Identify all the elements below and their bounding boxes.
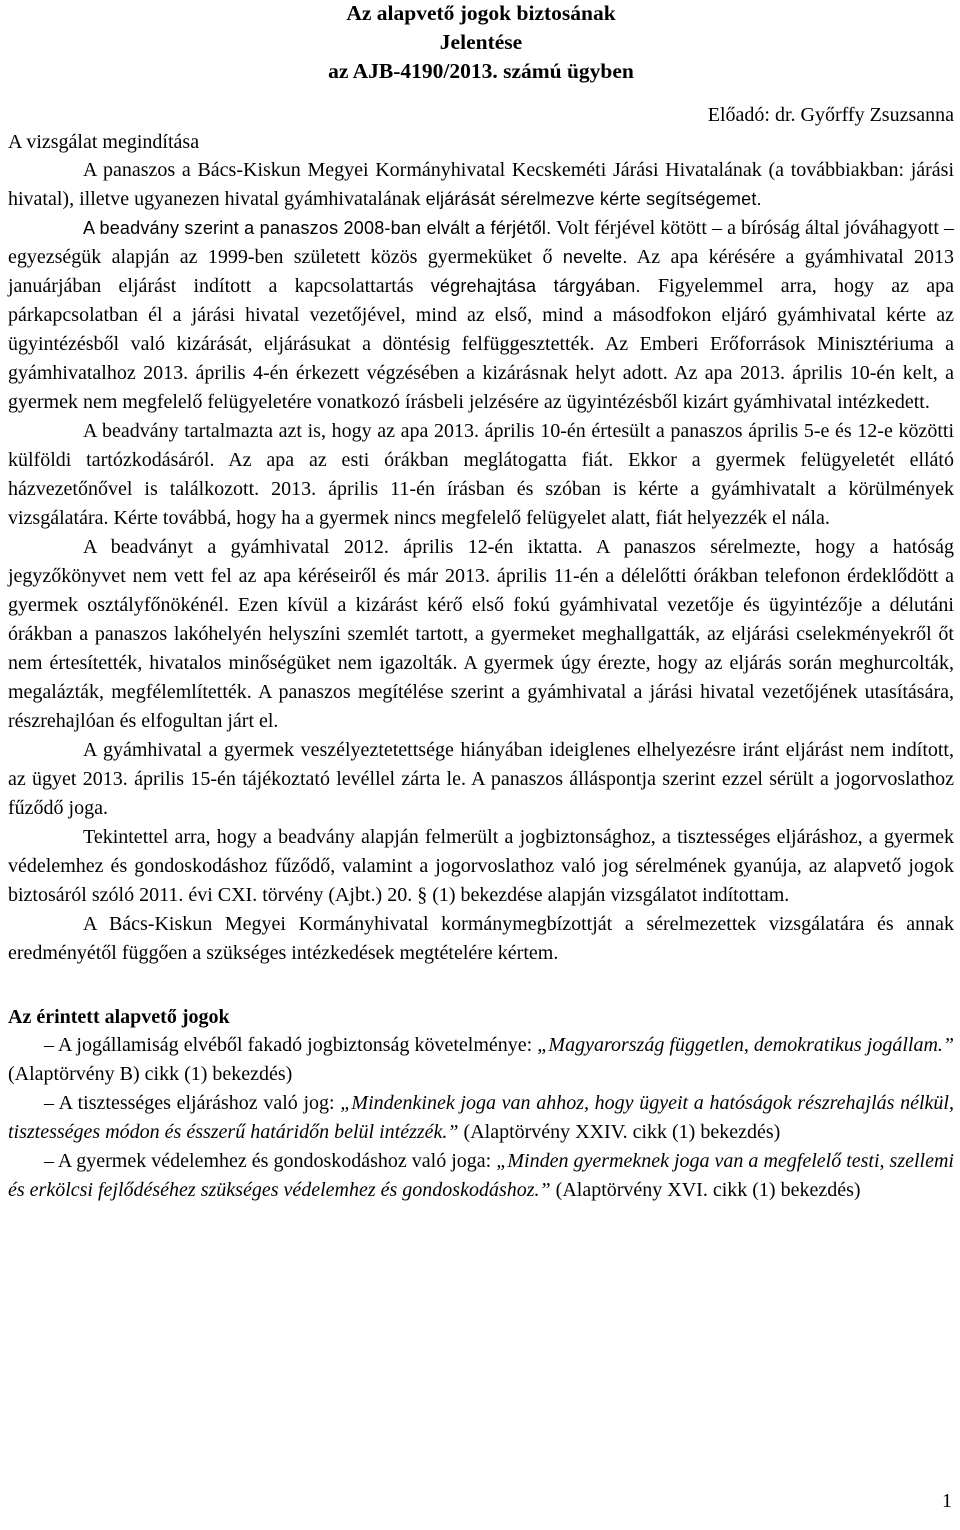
paragraph-7: A Bács-Kiskun Megyei Kormányhivatal kormánymegbízottját a sérelmezettek vizsgálatára és annak eredményétől függően a szükséges intézkedések megtételére kértem. [8, 913, 954, 964]
report-header [8, 0, 954, 86]
header-line-2: Jelentése [439, 30, 523, 54]
paragraph-5: A gyámhivatal a gyermek veszélyeztetettsége hiányában ideiglenes elhelyezésre iránt eljárást nem indított, az ügyet 2013. április 15-én tájékoztató levéllel zárta le. A panaszos álláspontja szerint ezzel sérült a jogorvoslathoz fűződő joga. [8, 739, 954, 819]
section-title-rights: Az érintett alapvető jogok [8, 1006, 230, 1028]
header-line-3: az AJB-4190/2013. számú ügyben [328, 59, 634, 83]
section-spacer [8, 968, 954, 1004]
rights-item-1 [8, 1031, 954, 1089]
paragraph-1-text: A panaszos a Bács-Kiskun Megyei Kormányhivatal Kecskeméti Járási Hivatalának (a továbbiakban: járási hivatal), illetve ugyanezen hivatal gyámhivatalának [8, 159, 954, 210]
paragraph-1-sans-text: eljárását sérelmezve kérte segítségemet. [425, 189, 762, 209]
rights-item-3 [8, 1147, 954, 1205]
rights-item-1-lead: – A jogállamiság elvéből fakadó jogbiztonság követelménye: [44, 1034, 538, 1056]
paragraph-2 [8, 214, 954, 417]
rights-item-1-quote: „Magyarország független, demokratikus jogállam.” [537, 1034, 955, 1056]
paragraph-2-sans-text: A beadvány szerint a panaszos 2008-ban elvált a férjétől. [83, 218, 552, 238]
rights-item-3-ref: (Alaptörvény XVI. cikk (1) bekezdés) [550, 1179, 861, 1201]
presenter-line: Előadó: dr. Győrffy Zsuzsanna [707, 104, 954, 126]
rights-item-1-ref: (Alaptörvény B) cikk (1) bekezdés) [8, 1063, 293, 1085]
paragraph-6: Tekintettel arra, hogy a beadvány alapján felmerült a jogbiztonsághoz, a tisztességes eljáráshoz, a gyermek védelemhez és gondoskodáshoz fűződő, valamint a jogorvoslathoz való jog sérelmének gyanúja, az alapvető jogok biztosáról szóló 2011. évi CXI. törvény (Ajbt.) 20. § (1) bekezdése alapján vizsgálatot indítottam. [8, 826, 954, 906]
paragraph-2-sans-text-b: nevelte. [562, 247, 628, 267]
document-page [8, 0, 954, 1205]
rights-item-2-quote: „Mindenkinek joga van ahhoz, hogy ügyeit a hatóságok részrehajlás nélkül, tisztességes módon és ésszerű határidőn belül intézzék.” [8, 1092, 954, 1143]
paragraph-2-text-c: Figyelemmel arra, hogy az apa párkapcsolatban él a járási hivatal vezetőjével, mind az első, mind a másodfokon eljáró gyámhivatal kérte az ügyintézésből való kizárását, eljárásukat a döntésig felfüggesztették. Az Emberi Erőforrások Minisztériuma a gyámhivatalhoz 2013. április 4-én érkezett végzésében a kizárásnak helyt adott. Az apa 2013. április 10-én kelt, a gyermek nem megfelelő felügyeletére vonatkozó írásbeli jelzésére az ügyintézésből kizárt gyámhivatal intézkedett. [8, 275, 954, 413]
paragraph-1 [8, 156, 954, 214]
paragraph-3: A beadvány tartalmazta azt is, hogy az apa 2013. április 10-én értesült a panaszos április 5-e és 12-e közötti külföldi tartózkodásáról. Az apa az esti órákban meglátogatta fiát. Ekkor a gyermek felügyeletét ellátó házvezetőnővel is találkozott. 2013. április 11-én írásban és szóban is kérte a gyámhivatalt a körülmények vizsgálatára. Kérte továbbá, hogy ha a gyermek nincs megfelelő felügyelet alatt, fiát helyezzék el nála. [8, 420, 954, 529]
page-number: 1 [942, 1490, 952, 1512]
paragraph-2-text-b: Az apa kérésére a gyámhivatal 2013 januárjában eljárást indított a kapcsolattartás [8, 246, 954, 297]
rights-item-3-lead: – A gyermek védelemhez és gondoskodáshoz való joga: [44, 1150, 497, 1172]
header-line-1: Az alapvető jogok biztosának [346, 1, 616, 25]
section-title-investigation: A vizsgálat megindítása [8, 131, 200, 153]
rights-item-2-ref: (Alaptörvény XXIV. cikk (1) bekezdés) [458, 1121, 781, 1143]
rights-item-3-quote: „Minden gyermeknek joga van a megfelelő testi, szellemi és erkölcsi fejlődéséhez szükséges védelemhez és gondoskodáshoz.” [8, 1150, 954, 1201]
rights-item-2-lead: – A tisztességes eljáráshoz való jog: [44, 1092, 341, 1114]
paragraph-2-text-a: Volt férjével kötött – a bíróság által jóváhagyott – egyezségük alapján az 1999-ben született közös gyermeküket ő [8, 217, 954, 268]
paragraph-4: A beadványt a gyámhivatal 2012. április 12-én iktatta. A panaszos sérelmezte, hogy a hatóság jegyzőkönyvet nem vett fel az apa kéréseiről és már 2013. április 11-én a délelőtti órákban telefonon érdeklődött a gyermek osztályfőnökénél. Ezen kívül a kizárást kérő első fokú gyámhivatal vezetője és ügyintézője a délutáni órákban a panaszos lakóhelyén helyszíni szemlét tartott, a gyermeket meghallgatták, az eljárási cselekményekről őt nem értesítették, hivatalos minőségüket nem igazolták. A gyermek úgy érezte, hogy az eljárás során meghurcolták, megalázták, megfélemlítették. A panaszos megítélése szerint a gyámhivatal a járási hivatal vezetőjének utasítására, részrehajlóan és elfogultan járt el. [8, 536, 954, 732]
paragraph-2-sans-text-c: végrehajtása tárgyában. [430, 276, 641, 296]
rights-item-2 [8, 1089, 954, 1147]
